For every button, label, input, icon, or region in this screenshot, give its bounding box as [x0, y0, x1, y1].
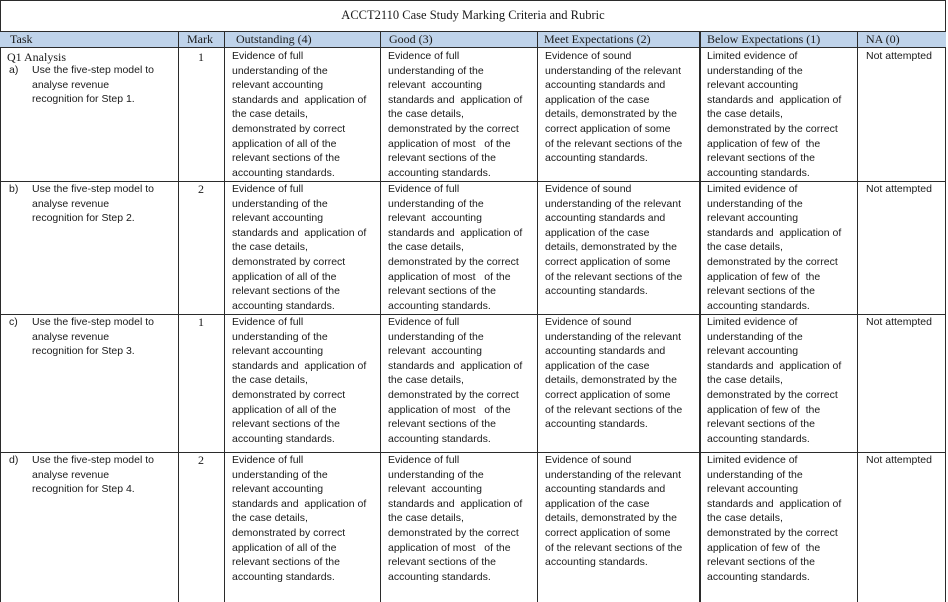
criteria-meet: Evidence of sound understanding of the relevant accounting standards and application of the case details, demonstrated by the correct application of some of the relevant sections of the accounting standards. [545, 316, 683, 431]
header-below: Below Expectations (1) [707, 32, 821, 46]
mark-value: 1 [198, 50, 204, 64]
criteria-below: Limited evidence of understanding of the relevant accounting standards and application of the case details, demonstrated by the correct application of few of the relevant sections of the accounting standards. [707, 316, 842, 445]
header-na: NA (0) [866, 32, 900, 46]
section-label: Q1 Analysis [7, 50, 67, 64]
col-divider [380, 32, 381, 602]
header-good: Good (3) [389, 32, 433, 46]
mark-value: 2 [198, 182, 204, 196]
task-description: Use the five-step model to analyse revenue recognition for Step 3. [32, 316, 154, 358]
task-letter: d) [9, 454, 19, 466]
criteria-good: Evidence of full understanding of the relevant accounting standards and application of the case details, demonstrated by the correct application of most of the relevant sections of the accounting standards. [388, 183, 523, 312]
task-description: Use the five-step model to analyse revenue recognition for Step 4. [32, 454, 154, 496]
task-letter: b) [9, 183, 19, 195]
criteria-below: Limited evidence of understanding of the relevant accounting standards and application of the case details, demonstrated by the correct application of few of the relevant sections of the accounting standards. [707, 50, 842, 179]
criteria-na: Not attempted [866, 454, 932, 466]
criteria-outstanding: Evidence of full understanding of the relevant accounting standards and application of the case details, demonstrated by correct application of all of the relevant sections of the accounting standards. [232, 454, 367, 583]
criteria-meet: Evidence of sound understanding of the relevant accounting standards and application of the case details, demonstrated by the correct application of some of the relevant sections of the accounting standards. [545, 454, 683, 569]
col-divider [699, 32, 701, 602]
criteria-good: Evidence of full understanding of the relevant accounting standards and application of the case details, demonstrated by the correct application of most of the relevant sections of the accounting standards. [388, 316, 523, 445]
header-mark: Mark [187, 32, 213, 46]
header-task: Task [10, 32, 33, 46]
task-description: Use the five-step model to analyse revenue recognition for Step 1. [32, 64, 154, 106]
col-divider [857, 32, 858, 602]
mark-value: 2 [198, 453, 204, 467]
task-letter: a) [9, 64, 19, 76]
criteria-below: Limited evidence of understanding of the relevant accounting standards and application of the case details, demonstrated by the correct application of few of the relevant sections of the accounting standards. [707, 183, 842, 312]
criteria-outstanding: Evidence of full understanding of the relevant accounting standards and application of the case details, demonstrated by correct application of all of the relevant sections of the accounting standards. [232, 50, 367, 179]
page-title: ACCT2110 Case Study Marking Criteria and Rubric [0, 0, 946, 32]
col-divider [537, 32, 538, 602]
criteria-below: Limited evidence of understanding of the relevant accounting standards and application of the case details, demonstrated by the correct application of few of the relevant sections of the accounting standards. [707, 454, 842, 583]
header-meet: Meet Expectations (2) [544, 32, 651, 46]
mark-value: 1 [198, 315, 204, 329]
criteria-outstanding: Evidence of full understanding of the relevant accounting standards and application of the case details, demonstrated by correct application of all of the relevant sections of the accounting standards. [232, 183, 367, 312]
criteria-good: Evidence of full understanding of the relevant accounting standards and application of the case details, demonstrated by the correct application of most of the relevant sections of the accounting standards. [388, 454, 523, 583]
task-letter: c) [9, 316, 18, 328]
col-divider [224, 32, 225, 602]
criteria-outstanding: Evidence of full understanding of the relevant accounting standards and application of the case details, demonstrated by correct application of all of the relevant sections of the accounting standards. [232, 316, 367, 445]
task-description: Use the five-step model to analyse revenue recognition for Step 2. [32, 183, 154, 225]
criteria-na: Not attempted [866, 183, 932, 195]
criteria-na: Not attempted [866, 316, 932, 328]
criteria-meet: Evidence of sound understanding of the relevant accounting standards and application of the case details, demonstrated by the correct application of some of the relevant sections of the accounting standards. [545, 50, 683, 165]
criteria-na: Not attempted [866, 50, 932, 62]
criteria-good: Evidence of full understanding of the relevant accounting standards and application of the case details, demonstrated by the correct application of most of the relevant sections of the accounting standards. [388, 50, 523, 179]
criteria-meet: Evidence of sound understanding of the relevant accounting standards and application of the case details, demonstrated by the correct application of some of the relevant sections of the accounting standards. [545, 183, 683, 298]
header-outstanding: Outstanding (4) [236, 32, 312, 46]
